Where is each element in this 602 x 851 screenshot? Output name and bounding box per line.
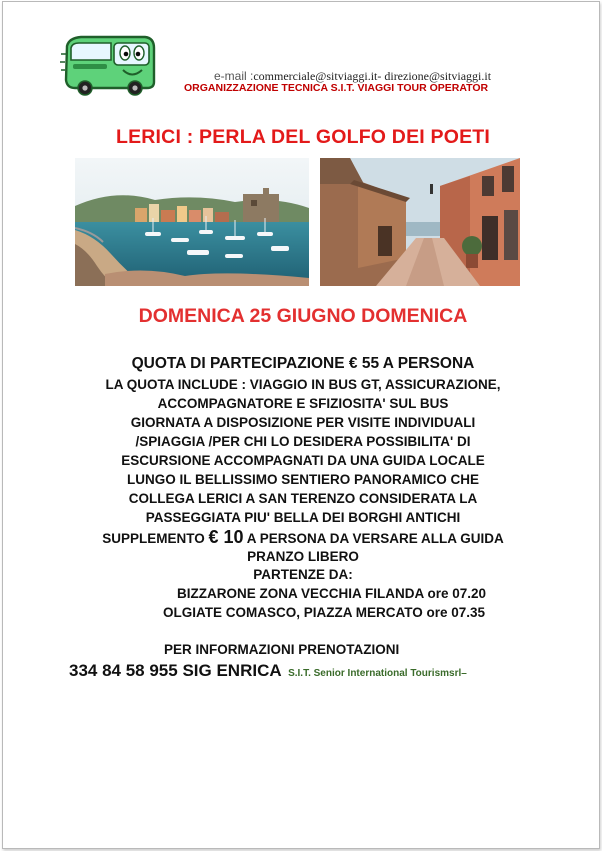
quota-price: QUOTA DI PARTECIPAZIONE € 55 A PERSONA [131, 355, 475, 372]
event-date: DOMENICA 25 GIUGNO DOMENICA [138, 305, 468, 327]
info-title: PER INFORMAZIONI PRENOTAZIONI [164, 642, 400, 657]
contact-line [69, 661, 467, 681]
description-line: COLLEGA LERICI A SAN TERENZO CONSIDERATA LA [128, 491, 478, 506]
departure-item: BIZZARONE ZONA VECCHIA FILANDA ore 07.20 [177, 586, 487, 601]
alley-photo [320, 158, 520, 286]
organization-line: ORGANIZZAZIONE TECNICA S.I.T. VIAGGI TOUR OPERATOR [184, 82, 489, 94]
flyer-page [2, 1, 600, 849]
description-line: ESCURSIONE ACCOMPAGNATI DA UNA GUIDA LOCALE [121, 453, 485, 468]
contact-phone[interactable]: 334 84 58 955 SIG ENRICA [69, 661, 282, 680]
supplement-prefix: SUPPLEMENTO [102, 531, 209, 546]
supplement-suffix: A PERSONA DA VERSARE ALLA GUIDA [243, 531, 504, 546]
departure-item: OLGIATE COMASCO, PIAZZA MERCATO ore 07.35 [163, 605, 486, 620]
harbour-photo [75, 158, 309, 286]
supplement-amount: € 10 [208, 527, 244, 547]
supplement-line [3, 527, 600, 548]
lunch-note: PRANZO LIBERO [247, 549, 359, 564]
email-addresses[interactable]: commerciale@sitviaggi.it- direzione@sitviaggi.it [253, 69, 492, 83]
description-line: /SPIAGGIA /PER CHI LO DESIDERA POSSIBILITA' DI [135, 434, 471, 449]
email-label: e-mail : [214, 69, 254, 83]
description-line: PASSEGGIATA PIU' BELLA DEI BORGHI ANTICHI [145, 510, 461, 525]
description-line: LA QUOTA INCLUDE : VIAGGIO IN BUS GT, ASSICURAZIONE, [105, 377, 501, 392]
page-title: LERICI : PERLA DEL GOLFO DEI POETI [115, 126, 491, 148]
description-line: GIORNATA A DISPOSIZIONE PER VISITE INDIVIDUALI [130, 415, 476, 430]
description-line: ACCOMPAGNATORE E SFIZIOSITA' SUL BUS [157, 396, 449, 411]
departures-title: PARTENZE DA: [253, 567, 353, 582]
bus-mascot-icon [59, 32, 159, 98]
description-line: LUNGO IL BELLISSIMO SENTIERO PANORAMICO CHE [126, 472, 479, 487]
company-name: S.I.T. Senior International Tourismsrl– [288, 668, 467, 679]
